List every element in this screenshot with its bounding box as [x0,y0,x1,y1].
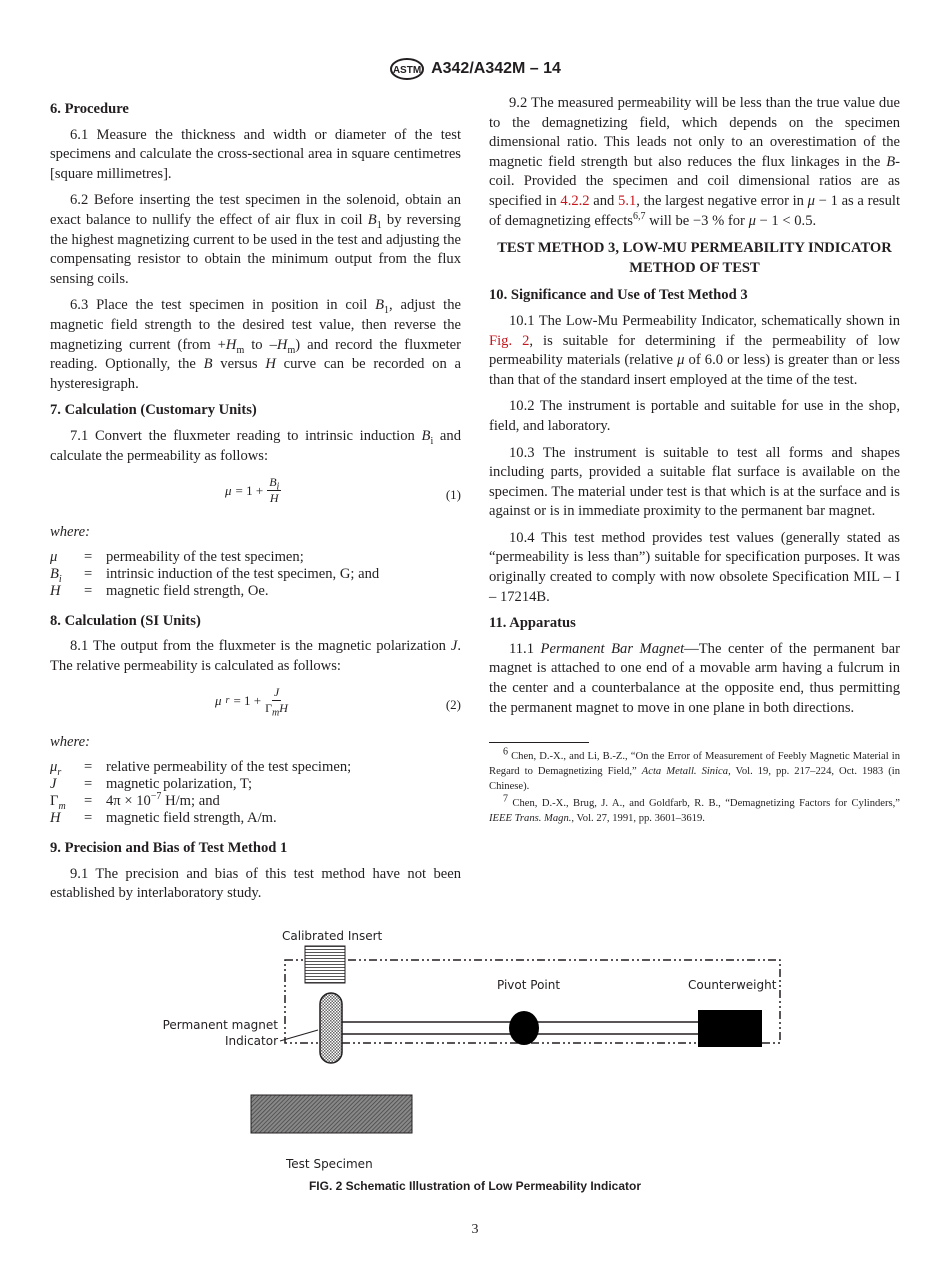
footnote-7: $^7$ Chen, D.-X., Brug, J. A., and Goldfarb, R. B., “Demagnetizing Factors for Cylinders,” IEEE Trans. Magn., Vol. 27, 1991, pp. 3601–3619. [489,793,900,825]
test-method-3-heading: TEST METHOD 3, LOW-MU PERMEABILITY INDICATOR METHOD OF TEST [497,240,892,276]
label-counterweight: Counterweight [688,978,777,992]
label-calibrated-insert: Calibrated Insert [282,929,383,943]
definition-row: J = magnetic polarization, T; [50,776,253,793]
definitions-2 [50,759,351,827]
definition-row: $\mu_r$ = relative permeability of the test specimen; [50,759,352,778]
astm-logo-icon [389,58,425,80]
svg-text:ASTM: ASTM [392,65,422,76]
link-4-2-2[interactable]: 4.2.2 [560,192,590,209]
where-label: where: [50,524,90,541]
permanent-magnet-indicator [320,993,342,1063]
label-indicator: Indicator [224,1034,278,1048]
para-7-1: 7.1 Convert the fluxmeter reading to intrinsic induction $B_i$ and calculate the permeability as follows: [50,427,461,464]
equation-2: μ r = 1 + $\frac{J}{\Gamma_mH}$ (2) [215,685,461,719]
para-10-1: 10.1 The Low-Mu Permeability Indicator, schematically shown in Fig. 2, is suitable for determining if the permeability of low permeability materials (relative μ of 6.0 or less) is greater than or less than that of the standard insert employed at the time of the test. [489,312,901,388]
para-9-1: 9.1 The precision and bias of this test method have not been established by interlaboratory study. [50,865,461,902]
definition-row: $\Gamma_m$ = $4\pi \times 10^{-7}$ H/m; and [50,791,220,812]
equation-number: (2) [445,697,461,713]
section-9-heading: 9. Precision and Bias of Test Method 1 [50,840,288,857]
section-8-heading: 8. Calculation (SI Units) [50,612,201,629]
para-6-1: 6.1 Measure the thickness and width or diameter of the test specimens and calculate the cross-sectional area in square centimetres [square millimetres]. [50,126,461,182]
para-10-4: 10.4 This test method provides test values (generally stated as “permeability is less than”) suitable for specification purposes. It was originally created to comply with now obsolete Specification MIL – I – 17214B. [489,529,900,605]
link-fig-2[interactable]: Fig. 2 [489,332,530,349]
designation: A342/A342M – 14 [431,60,561,78]
definition-row: $B_i$ = intrinsic induction of the test specimen, G; and [50,565,380,585]
section-11-heading: 11. Apparatus [489,615,576,632]
para-11-1: 11.1 Permanent Bar Magnet—The center of the permanent bar magnet is attached to one end of a movable arm having a fulcrum in the center and a counterbalance at the opposite end, thus permitting the permanent magnet to move in one plane in both directions. [489,640,900,716]
label-permanent-magnet: Permanent magnet [162,1018,278,1032]
section-10-heading: 10. Significance and Use of Test Method 3 [489,287,748,304]
page-header [0,58,950,80]
figure-caption: FIG. 2 Schematic Illustration of Low Permeability Indicator [308,1179,642,1193]
para-6-2: 6.2 Before inserting the test specimen in the solenoid, obtain an exact balance to nullify the effect of air flux in coil $B_1$ by reversing the highest magnetizing current to be used in the test and adjusting the compensating resistor to obtain the minimum output from the flux sensing coils. [50,192,461,287]
section-7-heading: 7. Calculation (Customary Units) [50,402,257,419]
definitions-1 [50,549,379,600]
para-8-1: 8.1 The output from the fluxmeter is the magnetic polarization J. The relative permeability is calculated as follows: [50,638,461,674]
para-10-3: 10.3 The instrument is suitable to test all forms and shapes including parts, provided a suitable flat surface is available on the specimen. The material under test is that which is at the surface and is against or is in immediate proximity to the permanent bar magnet. [489,444,900,520]
leader-line [280,1030,318,1041]
calibrated-insert [305,946,345,983]
right-column [489,94,900,828]
definition-row: H = magnetic field strength, A/m. [50,810,277,827]
label-test-specimen: Test Specimen [286,1157,373,1171]
para-10-2: 10.2 The instrument is portable and suitable for use in the shop, field, and laboratory. [489,398,900,434]
equation-1: μ = 1 + $\frac{B_i}{H}$ (1) [225,475,461,506]
para-6-3: 6.3 Place the test specimen in position in coil $B_1$, adjust the magnetic field strength to the desired test value, then reverse the magnetizing current (from $+H_m$ to $-H_m$) and record the fluxmeter reading. Optionally, the B versus H curve can be recorded on a hysteresigraph. [50,297,461,392]
definition-row: μ = permeability of the test specimen; [50,548,304,565]
counterweight [698,1010,762,1047]
section-6-heading: 6. Procedure [50,101,129,117]
label-pivot-point: Pivot Point [497,978,561,992]
para-9-2: 9.2 The measured permeability will be less than the true value due to the demagnetizing field, which depends on the specimen dimensional ratio. This leads not only to an overestimation of the magnetic field strength but also reduces the flux linkages in the B-coil. Provided the specimen and coil dimensional ratios are as specified in 4.2.2 and 5.1, the largest negative error in μ − 1 as a result of demagnetizing effects$^{6,7}$ will be −3 % for μ − 1 < 0.5. [489,95,901,229]
footnote-rule [489,742,589,743]
figure-2-schematic [0,900,950,1200]
page-number: 3 [471,1222,479,1237]
test-specimen [251,1095,412,1133]
pivot-point [509,1011,539,1045]
where-label: where: [50,734,90,751]
equation-number: (1) [445,487,461,503]
footnote-6: $^6$ Chen, D.-X., and Li, B.-Z., “On the Error of Measurement of Feebly Magnetic Material in Regard to Demagnetizing Field,” Acta Metall. Sinica, Vol. 19, pp. 217–224, Oct. 1983 (in Chinese). [489,746,901,793]
link-5-1[interactable]: 5.1 [618,192,637,209]
definition-row: H = magnetic field strength, Oe. [50,582,269,599]
left-column [50,94,461,911]
